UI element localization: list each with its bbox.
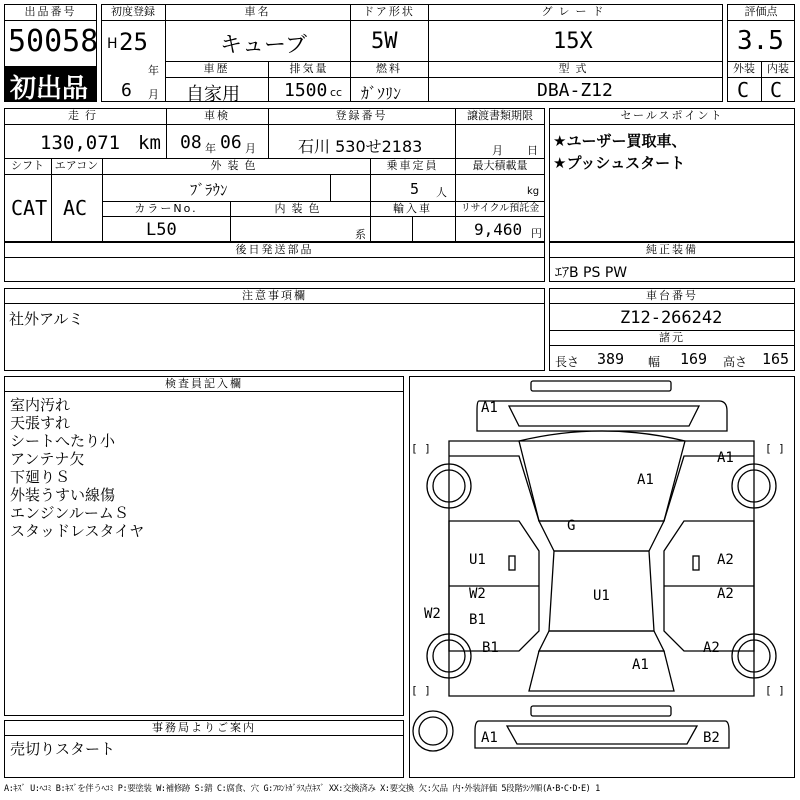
svg-text:[ ]: [ ]: [765, 684, 785, 697]
length-label: 長さ: [555, 355, 580, 369]
displacement-label: 排気量: [289, 62, 329, 75]
inspection-label: 車検: [204, 109, 230, 122]
displacement-value: 1500: [284, 80, 328, 101]
svg-text:[ ]: [ ]: [411, 442, 431, 455]
grade-value: 15X: [553, 29, 593, 54]
import-label: 輸入車: [393, 202, 432, 215]
lot-number: 50058: [8, 24, 99, 59]
detail-box: [4, 108, 545, 242]
inspection-year: 08: [180, 132, 202, 153]
recycle-value: 9,460: [474, 220, 523, 239]
fuel-value: ｶﾞｿﾘﾝ: [361, 84, 402, 103]
chassis-number: Z12-266242: [620, 308, 723, 328]
reg-month-unit: 月: [148, 88, 159, 101]
plate-label: 登録番号: [335, 109, 388, 122]
displacement-unit: cc: [330, 86, 343, 99]
legend-text: A:ｷｽﾞ U:ﾍｺﾐ B:ｷｽﾞを伴うﾍｺﾐ P:要塗装 W:補修跡 S:錆 C:腐食、穴 G:ﾌﾛﾝﾄｶﾞﾗｽ点ｷｽﾞ XX:交換済み X:要交換 欠:欠品 内･外装評価 5段階ﾗﾝｸ順(A･B･C･D･E) 1: [4, 784, 600, 794]
score-value: 3.5: [737, 26, 784, 56]
damage-mark: W2: [424, 606, 441, 622]
later-parts-label: 後日発送部品: [235, 243, 314, 256]
ac-label: エアコン: [54, 159, 99, 172]
damage-mark: A2: [717, 552, 734, 568]
car-diagram: [409, 376, 795, 778]
mileage-unit: km: [138, 132, 161, 154]
int-score: C: [770, 78, 783, 102]
score-label: 評価点: [744, 5, 778, 18]
max-load-unit: kg: [527, 186, 540, 197]
sales-label: セールスポイント: [620, 109, 724, 122]
color-no-label: カラーNo.: [134, 202, 198, 215]
dims-label: 諸元: [659, 331, 685, 344]
damage-mark: A1: [632, 657, 649, 673]
damage-mark: B1: [469, 612, 486, 628]
inspector-label: 検査員記入欄: [165, 377, 243, 390]
reg-year: 25: [119, 28, 148, 56]
model-value: DBA-Z12: [537, 80, 613, 101]
int-color-label: 内装色: [274, 202, 326, 215]
seats-label: 乗車定員: [386, 159, 439, 172]
damage-mark: A1: [481, 400, 498, 416]
equipment-label: 純正装備: [646, 243, 698, 256]
notes-value: 社外アルミ: [9, 310, 84, 328]
office-label: 事務局よりご案内: [152, 721, 256, 734]
svg-text:[ ]: [ ]: [411, 684, 431, 697]
doc-month: 月: [492, 144, 503, 157]
svg-text:[ ]: [ ]: [765, 442, 785, 455]
notes-label: 注意事項欄: [242, 289, 307, 302]
damage-mark: W2: [469, 586, 486, 602]
doc-deadline-label: 譲渡書類期限: [467, 109, 533, 122]
damage-mark: U1: [469, 552, 486, 568]
inspection-month: 06: [220, 132, 242, 153]
model-label: 型式: [558, 62, 593, 75]
reg-year-unit: 年: [148, 64, 159, 77]
inspector-line: スタッドレスタイヤ: [10, 522, 145, 540]
sales-point-2: ★プッシュスタート: [553, 154, 686, 172]
ext-color-label: 外装色: [210, 159, 262, 172]
damage-mark: A1: [637, 472, 654, 488]
height-value: 165: [762, 350, 790, 368]
door-label: ドア形状: [363, 5, 415, 18]
history-label: 車歴: [203, 62, 230, 75]
seats-unit: 人: [436, 186, 447, 199]
inspector-line: 外装うすい線傷: [10, 486, 116, 504]
width-value: 169: [680, 350, 708, 368]
max-load-label: 最大積載量: [472, 159, 528, 172]
recycle-unit: 円: [531, 227, 542, 240]
damage-mark: U1: [593, 588, 610, 604]
damage-mark: A2: [717, 586, 734, 602]
seats-value: 5: [410, 180, 420, 198]
int-label: 内装: [767, 62, 789, 75]
height-label: 高さ: [723, 355, 748, 369]
era-text: H: [107, 36, 118, 52]
damage-mark: G: [567, 518, 576, 534]
door-value: 5W: [371, 29, 398, 54]
inspector-line: シートへたり小: [10, 432, 116, 450]
int-color-unit: 系: [355, 228, 366, 241]
ext-score: C: [737, 78, 750, 102]
inspector-line: アンテナ欠: [10, 450, 85, 468]
history-value: 自家用: [186, 84, 240, 105]
sales-point-1: ★ユーザー買取車、: [553, 132, 687, 150]
color-no-value: L50: [146, 220, 177, 240]
ext-color-value: ﾌﾞﾗｳﾝ: [190, 181, 228, 199]
sales-box: [549, 108, 795, 242]
ext-label: 外装: [733, 62, 755, 75]
inspector-line: 天張すれ: [10, 414, 71, 432]
equipment-value: ｴｱB PS PW: [555, 265, 628, 281]
shift-value: CAT: [11, 196, 48, 220]
mileage-label: 走行: [68, 109, 102, 122]
inspector-line: 室内汚れ: [10, 396, 71, 414]
grade-label: グレード: [541, 5, 610, 18]
damage-mark: B2: [703, 730, 720, 746]
mileage-value: 130,071: [40, 132, 121, 154]
office-value: 売切りスタート: [10, 740, 116, 758]
fuel-label: 燃料: [376, 62, 402, 75]
recycle-label: リサイクル預託金: [460, 203, 540, 214]
doc-day: 日: [527, 144, 538, 157]
length-value: 389: [597, 350, 625, 368]
damage-mark: A2: [703, 640, 720, 656]
reg-label: 初度登録: [111, 5, 155, 18]
car-name-label: 車名: [244, 5, 271, 18]
inspection-year-unit: 年: [205, 142, 216, 155]
damage-mark: A1: [717, 450, 734, 466]
lot-label: 出品番号: [24, 5, 77, 18]
chassis-label: 車台番号: [646, 289, 698, 302]
inspector-line: 下廻りＳ: [10, 468, 71, 486]
shift-label: シフト: [11, 159, 44, 172]
inspection-month-unit: 月: [245, 142, 256, 155]
width-label: 幅: [648, 355, 661, 369]
inspector-line: エンジンルームＳ: [10, 504, 129, 522]
car-name-value: キューブ: [220, 33, 307, 58]
reg-month: 6: [121, 80, 132, 101]
plate-value: 石川 530せ2183: [298, 137, 423, 156]
ac-value: AC: [63, 196, 88, 220]
damage-mark: A1: [481, 730, 498, 746]
damage-mark: B1: [482, 640, 499, 656]
first-listing-text: 初出品: [10, 74, 89, 104]
